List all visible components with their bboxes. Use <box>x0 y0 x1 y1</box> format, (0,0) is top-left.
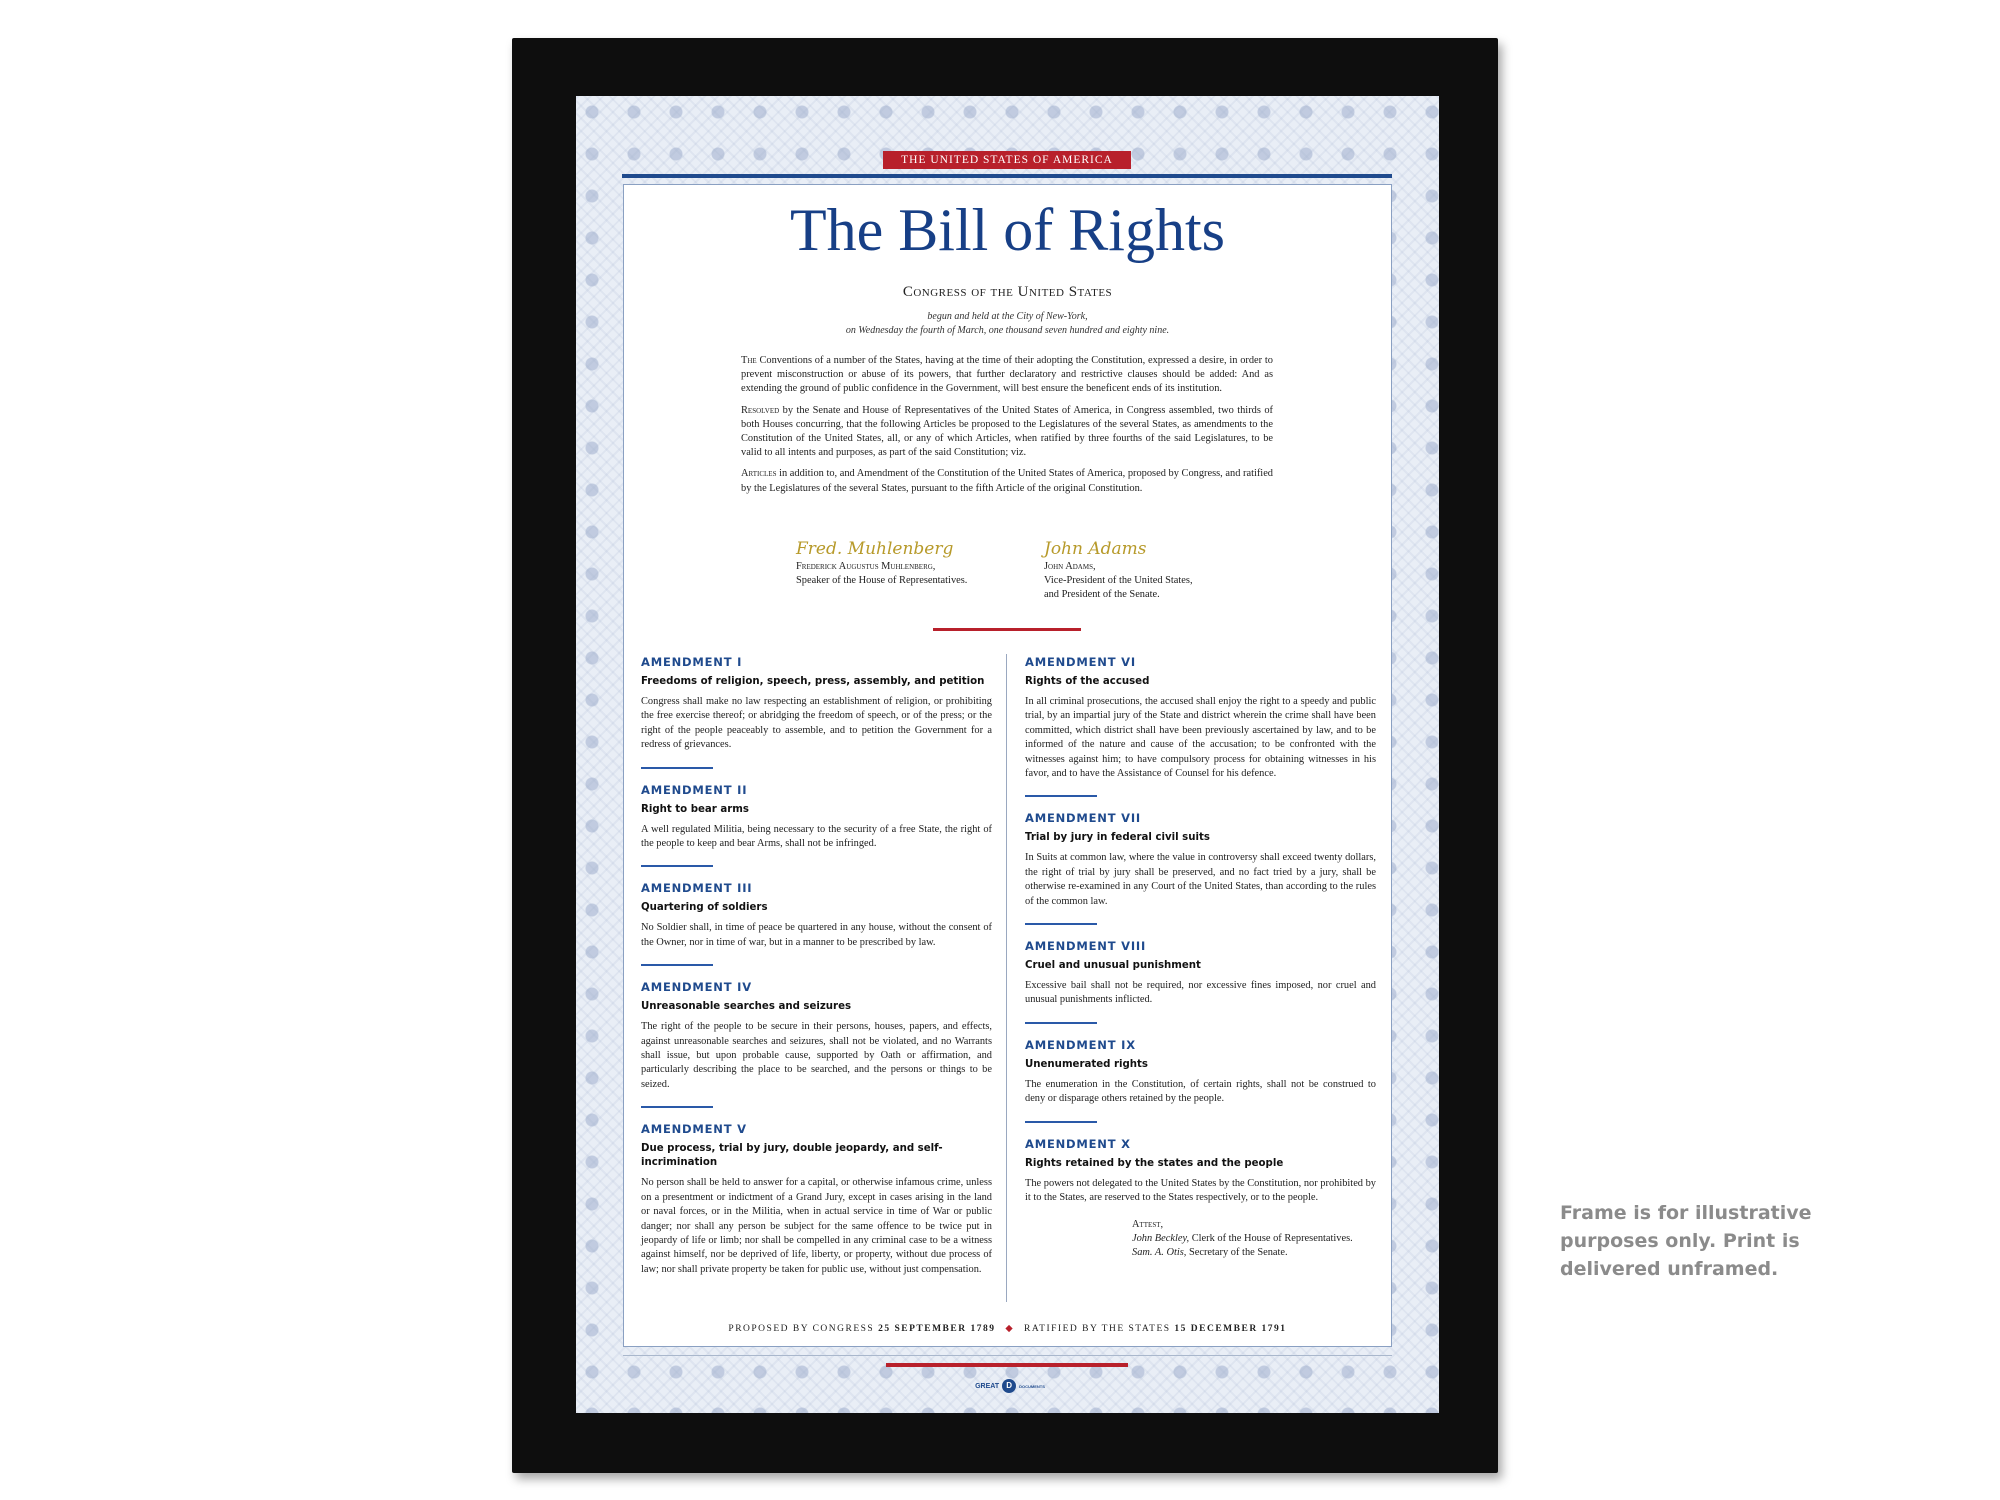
amendment-label: AMENDMENT IX <box>1025 1037 1136 1052</box>
amendment-rule <box>1025 1121 1097 1123</box>
document-title: The Bill of Rights <box>790 197 1225 263</box>
footer-rule <box>623 1355 1392 1356</box>
diamond-icon: ◆ <box>1005 1324 1015 1334</box>
preamble-lead-2: Resolved <box>741 404 780 416</box>
preamble-lead-1: The <box>741 355 757 366</box>
column-divider <box>1006 654 1007 1302</box>
proposed-date: 25 SEPTEMBER 1789 <box>878 1324 996 1334</box>
footer-red-bar <box>886 1363 1128 1367</box>
amendment-subtitle: Freedoms of religion, speech, press, assembly, and petition <box>641 676 985 687</box>
frame-disclaimer: Frame is for illustrative purposes only. Print is delivered unframed. <box>1560 1202 1812 1280</box>
preamble-paragraph-3 <box>741 467 1273 495</box>
amendment-7 <box>1025 810 1376 925</box>
attest-label: Attest, <box>1132 1218 1164 1230</box>
amendment-5 <box>641 1121 992 1277</box>
amendment-text: In all criminal prosecutions, the accused shall enjoy the right to a speedy and public trial, by an impartial jury of the State and district wherein the crime shall have been committed, which district shall have been previously ascertained by law, and to be informed of the nature and cause of the accusation; to be confronted with the witnesses against him; to have compulsory process for obtaining witnesses in his favor, and to have the Assistance of Counsel for his defence. <box>1025 696 1376 780</box>
vice-president-role-2: and President of the Senate. <box>1044 589 1160 600</box>
amendment-subtitle: Quartering of soldiers <box>641 902 768 914</box>
amendment-text: A well regulated Militia, being necessary to the security of a free State, the right of the people to keep and bear Arms, shall not be infringed. <box>641 823 992 850</box>
amendment-2 <box>641 782 992 868</box>
amendment-subtitle: Right to bear arms <box>641 803 749 815</box>
amendment-1 <box>641 654 992 769</box>
section-divider-red <box>933 628 1081 631</box>
amendment-9 <box>1025 1037 1376 1123</box>
amendment-text: In Suits at common law, where the value in controversy shall exceed twenty dollars, the right of trial by jury shall be preserved, and no fact tried by a jury, shall be otherwise re-examined in any Court of the United States, than according to the rules of the common law. <box>1025 852 1376 907</box>
amendment-rule <box>1025 795 1097 797</box>
amendment-subtitle: Cruel and unusual punishment <box>1025 960 1201 972</box>
attest-clerk <box>1132 1232 1376 1246</box>
amendment-text: The enumeration in the Constitution, of certain rights, shall not be construed to deny or disparage others retained by the people. <box>1025 1078 1376 1105</box>
amendment-rule <box>1025 1022 1097 1024</box>
amendment-label: AMENDMENT I <box>641 655 743 669</box>
clerk-role: Clerk of the House of Representatives. <box>1189 1232 1353 1244</box>
amendment-8 <box>1025 938 1376 1024</box>
vice-president-role-1: Vice-President of the United States, <box>1044 575 1193 586</box>
amendment-text: Excessive bail shall not be required, nor excessive fines imposed, nor cruel and unusual punishments inflicted. <box>1025 980 1376 1006</box>
amendment-label: AMENDMENT II <box>641 782 748 797</box>
session-line-2: on Wednesday the fourth of March, one thousand seven hundred and eighty nine. <box>845 325 1170 336</box>
secretary-name: Sam. A. Otis, <box>1132 1246 1187 1258</box>
speaker-name: Frederick Augustus Muhlenberg, <box>796 561 936 572</box>
country-banner: THE UNITED STATES OF AMERICA <box>883 151 1131 169</box>
signature-adams: John Adams <box>1044 539 1147 559</box>
preamble-paragraph-2 <box>741 404 1273 461</box>
congress-heading: Congress of the United States <box>902 284 1113 300</box>
attestation <box>1132 1218 1376 1260</box>
amendment-label: AMENDMENT IV <box>641 980 752 995</box>
attest-secretary <box>1132 1246 1376 1260</box>
amendment-subtitle: Rights retained by the states and the people <box>1025 1157 1284 1169</box>
amendment-rule <box>1025 923 1097 925</box>
preamble-paragraph-1 <box>741 354 1273 397</box>
signature-muhlenberg: Fred. Muhlenberg <box>796 539 954 559</box>
amendment-rule <box>641 865 713 867</box>
amendment-6 <box>1025 654 1376 797</box>
amendment-4 <box>641 979 992 1108</box>
amendment-rule <box>641 1106 713 1108</box>
ratified-label: RATIFIED BY THE STATES <box>1024 1324 1171 1334</box>
top-blue-rule <box>622 174 1392 178</box>
signature-speaker <box>796 540 1046 588</box>
amendment-rule <box>641 767 713 769</box>
speaker-role: Speaker of the House of Representatives. <box>796 575 968 586</box>
amendment-label: AMENDMENT VII <box>1025 811 1141 826</box>
preamble-lead-3: Articles <box>741 468 777 480</box>
amendment-label: AMENDMENT VI <box>1025 655 1136 669</box>
amendments-right-column <box>1025 654 1376 1260</box>
amendment-subtitle: Unenumerated rights <box>1025 1058 1148 1070</box>
ratified-date: 15 DECEMBER 1791 <box>1174 1324 1287 1334</box>
secretary-role: Secretary of the Senate. <box>1186 1246 1288 1258</box>
amendment-subtitle: Due process, trial by jury, double jeopardy, and self-incrimination <box>641 1143 943 1169</box>
dates-footer <box>623 1323 1392 1334</box>
amendment-3 <box>641 880 992 966</box>
amendment-rule <box>641 964 713 966</box>
logo-mark-icon: D <box>1002 1379 1016 1393</box>
amendment-text: The powers not delegated to the United States by the Constitution, nor prohibited by it to the States, are reserved to the States respectively, or to the people. <box>1025 1177 1376 1204</box>
preamble-text-1: Conventions of a number of the States, having at the time of their adopting the Constitution, expressed a desire, in order to prevent misconstruction or abuse of its powers, that further declaratory and restrictive clauses should be added: And as extending the ground of public confidence in the Government, will best ensure the beneficent ends of its institution. <box>741 355 1273 395</box>
amendment-text: No Soldier shall, in time of peace be quartered in any house, without the consent of the Owner, nor in time of war, but in a manner to be prescribed by law. <box>641 922 992 948</box>
amendment-subtitle: Unreasonable searches and seizures <box>641 1001 852 1013</box>
amendment-label: AMENDMENT X <box>1025 1136 1131 1151</box>
amendment-10 <box>1025 1136 1376 1206</box>
logo-left-text: GREAT <box>975 1382 1000 1390</box>
signature-vice-president <box>1044 540 1274 602</box>
proposed-label: PROPOSED BY CONGRESS <box>728 1324 875 1334</box>
preamble-text-2: by the Senate and House of Representatives of the United States of America, in Congress assembled, two thirds of both Houses concurring, that the following Articles be proposed to the Legislatures of the several States, as amendments to the Constitution of the United States, all, or any of which Articles, when ratified by three fourths of the said Legislatures, to be valid to all intents and purposes, as part of the said Constitution; viz. <box>741 404 1273 459</box>
great-documents-logo <box>970 1377 1050 1395</box>
logo-right-text: DOCUMENTS <box>1019 1383 1045 1389</box>
amendment-label: AMENDMENT V <box>641 1122 747 1137</box>
session-line <box>623 310 1392 338</box>
preamble-text-3: in addition to, and Amendment of the Constitution of the United States of America, proposed by Congress, and ratified by the Legislatures of the several States, pursuant to the fifth Article of the original Constitution. <box>741 468 1273 494</box>
amendment-subtitle: Rights of the accused <box>1025 676 1150 687</box>
clerk-name: John Beckley, <box>1132 1232 1190 1244</box>
amendment-text: Congress shall make no law respecting an establishment of religion, or prohibiting the free exercise thereof; or abridging the freedom of speech, or of the press; or the right of the people peaceably to assemble, and to petition the Government for a redress of grievances. <box>641 696 992 751</box>
preamble <box>741 354 1273 503</box>
amendment-text: No person shall be held to answer for a capital, or otherwise infamous crime, unless on a presentment or indictment of a Grand Jury, except in cases arising in the land or naval forces, or in the Militia, when in actual service in time of War or public danger; nor shall any person be subject for the same offence to be twice put in jeopardy of life or limb; nor shall be compelled in any criminal case to be a witness against himself, nor be deprived of life, liberty, or property, without due process of law; nor shall private property be taken for public use, without just compensation. <box>641 1177 992 1275</box>
amendment-text: The right of the people to be secure in their persons, houses, papers, and effects, against unreasonable searches and seizures, shall not be violated, and no Warrants shall issue, but upon probable cause, supported by Oath or affirmation, and particularly describing the place to be searched, and the persons or things to be seized. <box>641 1021 992 1090</box>
amendment-subtitle: Trial by jury in federal civil suits <box>1025 832 1210 844</box>
vice-president-name: John Adams, <box>1044 561 1096 572</box>
amendments-left-column <box>641 654 992 1277</box>
amendment-label: AMENDMENT VIII <box>1025 939 1147 954</box>
amendment-label: AMENDMENT III <box>641 881 753 896</box>
session-line-1: begun and held at the City of New-York, <box>927 311 1088 322</box>
